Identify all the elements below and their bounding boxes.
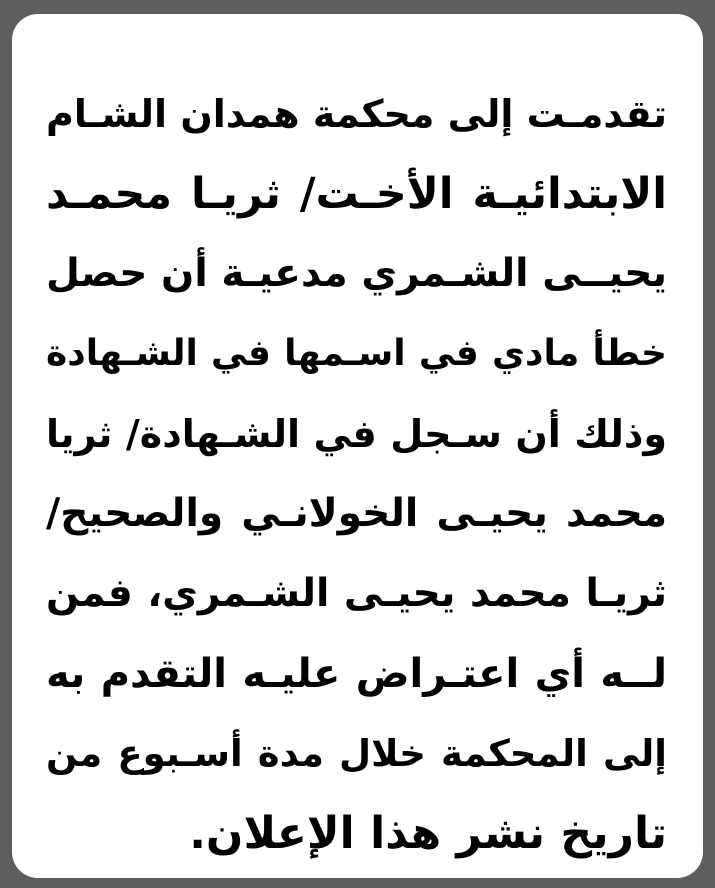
notice-line-3: يحيــى الشـمري مدعيـة أن حصل — [46, 251, 667, 296]
notice-card — [12, 14, 703, 878]
notice-line-8: لــه أي اعتـراض عليـه التقدم به — [46, 651, 667, 697]
notice-line-5: وذلك أن سـجل في الشـهادة/ ثريا — [46, 412, 667, 456]
notice-line-7: ثريـا محمد يحيـى الشـمري، فمن — [46, 571, 667, 616]
notice-line-10: تاريخ نشر هذا الإعلان. — [189, 808, 667, 859]
notice-line-1: تقدمـت إلى محكمة همدان الشـام — [46, 92, 667, 136]
notice-line-6: محمد يحيـى الخولانـي والصحيح/ — [46, 491, 667, 536]
notice-text — [46, 74, 667, 874]
notice-line-9: إلى المحكمة خلال مدة أسـبوع من — [46, 732, 667, 775]
notice-line-2: الابتدائيـة الأخـت/ ثريـا محمـد — [46, 169, 667, 219]
notice-line-4: خطأ مادي في اسـمها في الشـهادة — [46, 333, 667, 374]
